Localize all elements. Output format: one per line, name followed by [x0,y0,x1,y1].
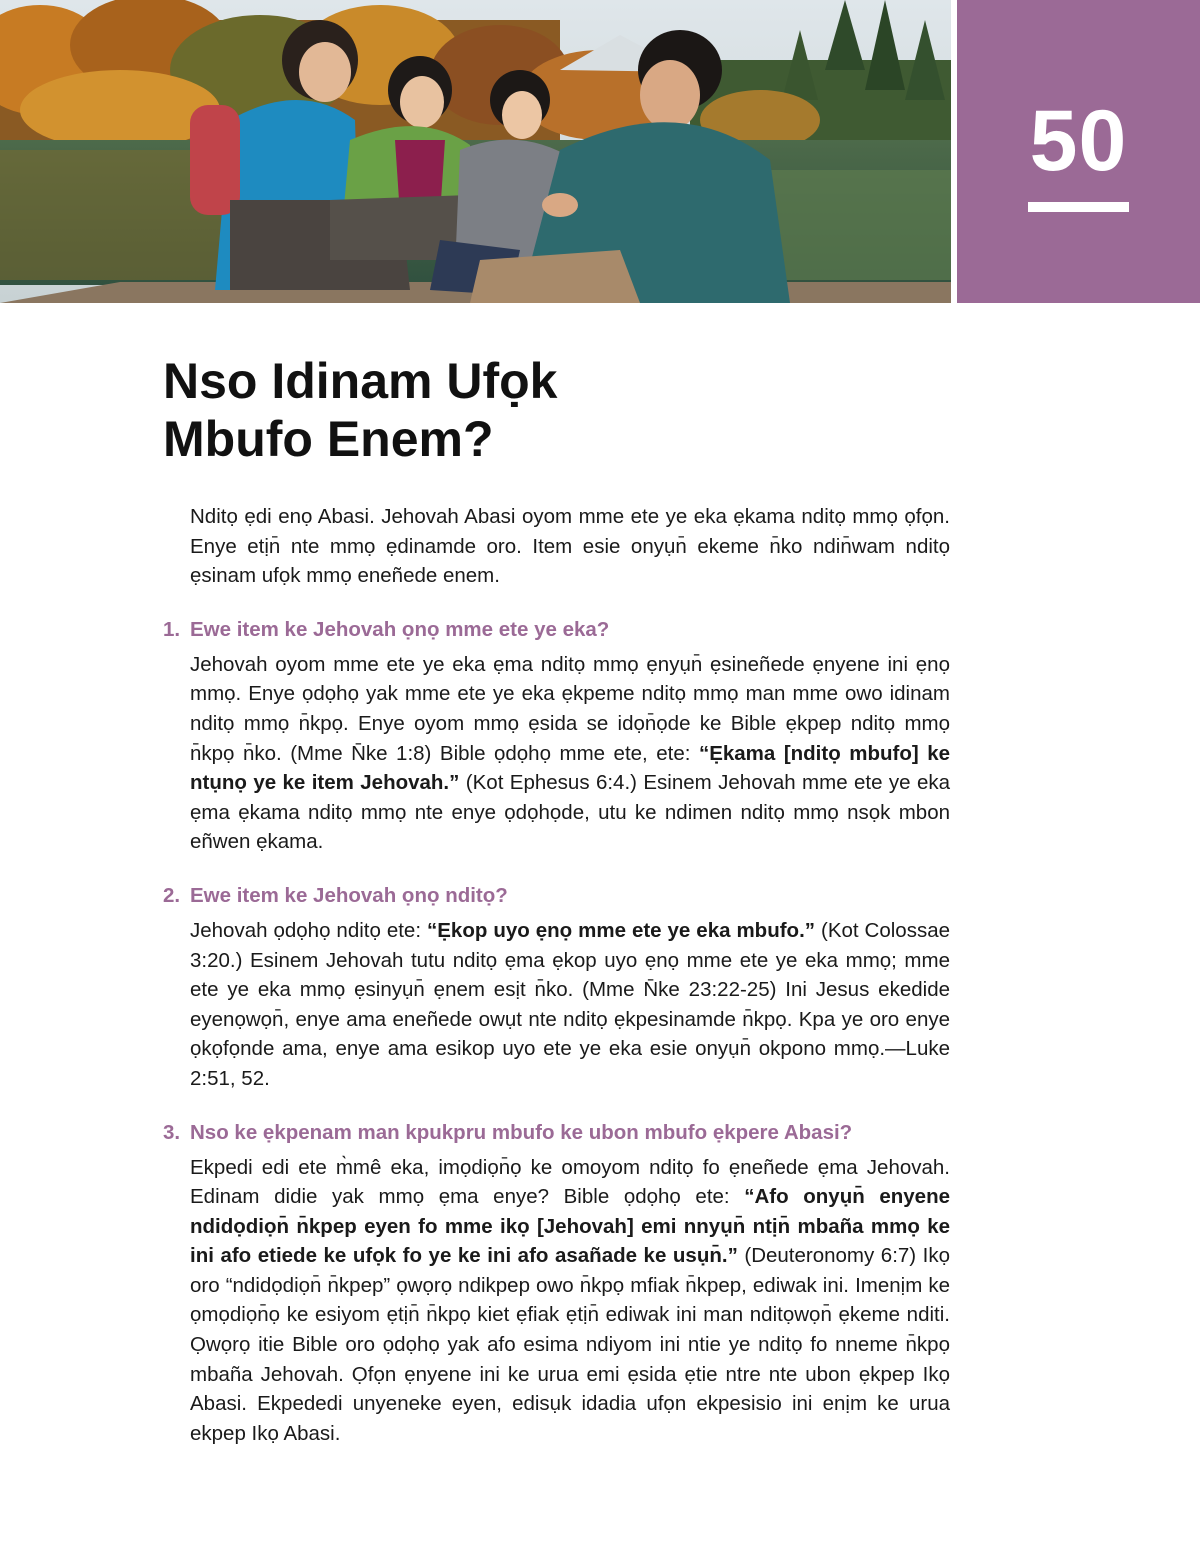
answer-1-paragraph [163,650,950,857]
page-title-line-1: Nso Idinam Ufọk [163,353,558,409]
page-title [163,352,883,468]
lesson-number-underline [1028,202,1129,212]
lesson-number-box [957,0,1200,303]
question-text: Nso ke ẹkpenam man kpukpru mbufo ke ubon mbufo ẹkpere Abasi? [190,1120,853,1144]
question-number: 1. [163,617,181,641]
answer-text: (Kot Ephesus 6:4.) Esinem Jehovah mme ete ye eka ẹma ẹkama nditọ mmọ nte enye ọdọhọde, utu ke ndimen nditọ mmọ nsọk mbon eñwen ẹkama. [190,771,950,854]
answer-text: Ekpedi edi ete m̀mê eka, imọdiọn̄ọ ke omoyom nditọ fo ẹneñede ẹma Jehovah. Edinam didie yak mmọ ẹma enye? Bible ọdọhọ ete: [190,1155,950,1209]
question-1 [163,615,950,644]
question-number: 3. [163,1120,181,1144]
answer-2-paragraph [163,916,950,1094]
answer-text: (Deuteronomy 6:7) Ikọ oro “ndidọdiọn̄ n̄kpep” ọwọrọ ndikpep owo n̄kpọ mfiak n̄kpep, ediwak ini. Imenịm ke ọmọdiọn̄ọ ke esiyom ẹtịn̄ n̄kpọ kiet ẹfiak ẹtịn̄ ediwak ini man nditọwọn̄ ẹkeme nditi. Ọwọrọ itie Bible oro ọdọhọ yak afo esima ndiyom ini ntie ye nditọ fo nneme n̄kpọ mbaña Jehovah. Ọfọn ẹnyene ini ke urua emi ẹsida ẹtie ntre nte ubon ẹkpep Ikọ Abasi. Ekpededi unyeneke eyen, edisụk idadia ufọn ekpesisio ini enịm ke urua ekpep Ikọ Abasi. [190,1244,950,1445]
question-3 [163,1118,950,1147]
lesson-body [163,502,950,1448]
page-title-line-2: Mbufo Enem? [163,411,494,467]
scripture-quote: “Ẹkop uyo ẹnọ mme ete ye eka mbufo.” [427,918,816,942]
lesson-number: 50 [1029,93,1128,189]
family-photo-icon [0,0,951,303]
answer-text: Jehovah oyom mme ete ye eka ẹma nditọ mmọ ẹnyụn̄ ẹsineñede ẹnyene ini ẹnọ mmọ. Enye ọdọhọ yak mme ete ye eka ẹkpeme nditọ mmọ man mme owo idinam nditọ mmọ n̄kpọ. Enye oyom mmọ ẹsida se idọn̄ọde ke Bible ẹkpep nditọ mmọ n̄kpọ n̄ko. (Mme N̄ke 1:8) Bible ọdọhọ mme ete, ete: [190,652,950,765]
answer-3-paragraph [163,1153,950,1449]
question-text: Ewe item ke Jehovah ọnọ nditọ? [190,883,508,907]
intro-paragraph: Nditọ ẹdi enọ Abasi. Jehovah Abasi oyom mme ete ye eka ẹkama nditọ mmọ ọfọn. Enye etịn̄ nte mmọ ẹdinamde oro. Item esie onyụn̄ ekeme n̄ko ndin̄wam nditọ ẹsinam ufọk mmọ eneñede enem. [190,505,950,588]
question-number: 2. [163,883,181,907]
answer-text: Jehovah ọdọhọ nditọ ete: [190,918,427,942]
question-text: Ewe item ke Jehovah ọnọ mme ete ye eka? [190,617,610,641]
scripture-quote: “Afo onyụn̄ enyene ndidọdiọn̄ n̄kpep eyen fo mme ikọ [Jehovah] emi nnyụn̄ ntịn̄ mbaña mmọ ke ini afo etiede ke ufọk fo ye ke ini afo asañade ke usụn̄.” [190,1185,950,1268]
scripture-quote: “Ẹkama [nditọ mbufo] ke ntụnọ ye ke item Jehovah.” [190,741,950,795]
question-2 [163,881,950,910]
family-photo [0,0,951,303]
answer-text: (Kot Colossae 3:20.) Esinem Jehovah tutu nditọ ẹma ẹkop uyo ẹnọ mme ete ye eka mmọ; mme ete ye eka mmọ ẹsinyụn̄ ẹnem esịt n̄ko. (Mme N̄ke 23:22-25) Ini Jesus ekedide eyenọwọn̄, enye ama eneñede owụt nte nditọ ẹkpesinamde n̄kpọ. Kpa ye oro enye ọkọfọnde ama, enye ama esikop uyo ete ye eka esie onyụn̄ okpono mmọ.—Luke 2:51, 52. [190,918,951,1090]
